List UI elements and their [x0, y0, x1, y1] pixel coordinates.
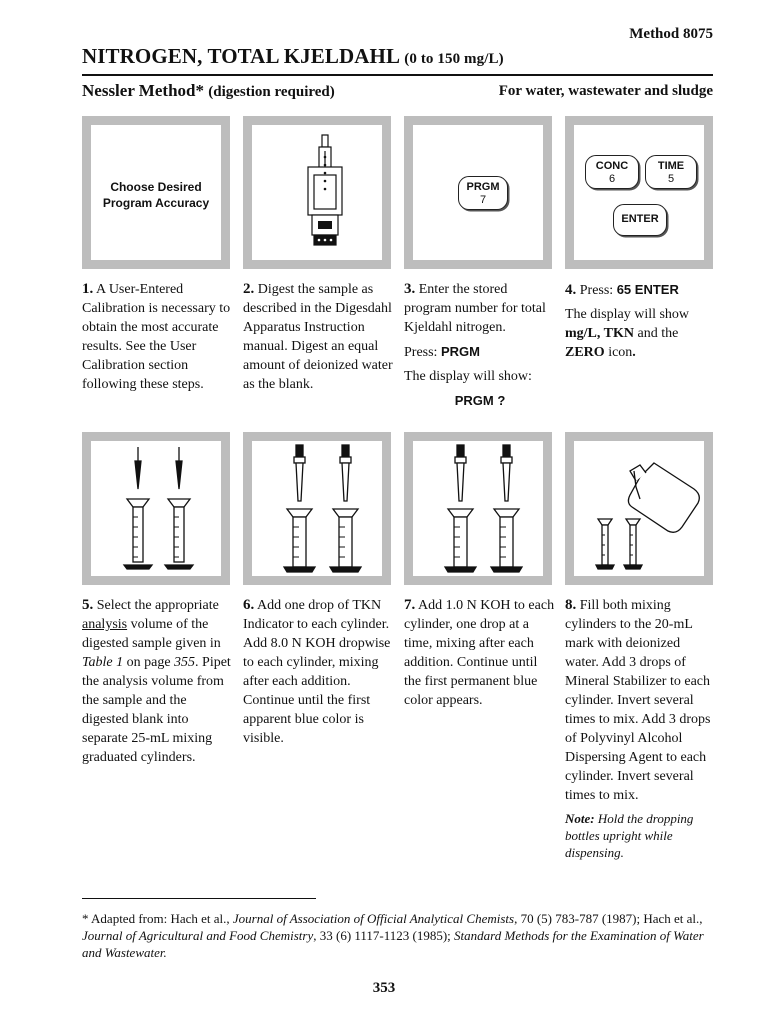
step-3 — [404, 280, 556, 410]
step-5-page-ref: 355 — [174, 655, 196, 670]
footnote-text-b: , 70 (5) 783-787 (1987); Hach et al., — [514, 911, 703, 926]
step-4 — [565, 280, 715, 367]
time-key-label: TIME — [657, 160, 685, 172]
step-5-text-b: volume of the digested sample given in — [82, 617, 221, 651]
footnote-rule — [82, 898, 316, 899]
step-4-number: 4. — [565, 282, 577, 298]
step-6-text: Add one drop of TKN Indicator to each cylinder. Add 8.0 N KOH dropwise to each cylinder, mixing after each addition. Continue until the first apparent blue color is visible. — [243, 598, 391, 746]
panel-step-1 — [82, 116, 230, 269]
step-6 — [243, 596, 395, 753]
panel-step-2 — [243, 116, 391, 269]
dropper-cylinders-icon — [252, 441, 382, 576]
footnote-text-a: * Adapted from: Hach et al., — [82, 911, 230, 926]
step-7-text: Add 1.0 N KOH to each cylinder, one drop at a time, mixing after each addition. Continue until the first permanent blue color appears. — [404, 598, 555, 708]
digesdahl-apparatus-icon — [252, 125, 382, 260]
step-3-text: Enter the stored program number for total Kjeldahl nitrogen. — [404, 282, 546, 335]
footnote-text-c: , 33 (6) 1117-1123 (1985); — [313, 928, 451, 943]
applies-to: For water, wastewater and sludge — [498, 83, 713, 99]
step-6-number: 6. — [243, 597, 255, 613]
footnote-journal-1: Journal of Association of Official Analytical Chemists — [232, 911, 515, 926]
step-5-table-ref: Table 1 — [82, 655, 124, 670]
subtitle-text: Nessler Method* — [82, 81, 204, 100]
method-number: Method 8075 — [629, 26, 713, 42]
step-4-text-b: and the — [637, 326, 679, 341]
panel-step-4 — [565, 116, 713, 269]
step-3-press-key: PRGM — [440, 344, 480, 359]
step-8-note — [565, 810, 715, 861]
step-5-text-a: Select the appropriate — [96, 598, 219, 613]
prompt-line-2: Program Accuracy — [102, 196, 210, 210]
step-2-text: Digest the sample as described in the Digesdahl Apparatus Instruction manual. Digest an equal amount of deionized water as the blank. — [243, 282, 393, 392]
panel-step-6 — [243, 432, 391, 585]
step-4-text-d: . — [632, 345, 636, 360]
step-4-text-c: icon — [608, 345, 633, 360]
header-rule — [82, 74, 713, 76]
step-2-number: 2. — [243, 281, 255, 297]
step-3-press-label: Press: — [404, 345, 438, 360]
footnote-journal-3: Standard Methods for the Examination of Water and Wastewater. — [82, 928, 704, 960]
step-4-press-label: Press: — [579, 283, 614, 298]
dropper-cylinders-icon — [413, 441, 543, 576]
conc-key-label: CONC — [595, 160, 629, 172]
step-4-bold-a: mg/L, TKN — [565, 326, 634, 341]
step-4-press-key: 65 ENTER — [616, 282, 679, 297]
step-4-text-a: The display will show — [565, 307, 690, 322]
step-8-text: Fill both mixing cylinders to the 20-mL mark with deionized water. Add 3 drops of Mineral Stabilizer to each cylinder. Invert several times to mix. Add 3 drops of Polyvinyl Alcohol Dispersing Agent to each cylinder. Invert several times to mix. — [565, 598, 711, 803]
conc-key-number: 6 — [608, 173, 616, 185]
step-1-number: 1. — [82, 281, 94, 297]
step-3-number: 3. — [404, 281, 416, 297]
program-accuracy-prompt — [91, 179, 221, 211]
step-3-display-text: The display will show: — [404, 369, 532, 384]
step-8-number: 8. — [565, 597, 577, 613]
step-8 — [565, 596, 715, 861]
wash-bottle-cylinders-icon — [574, 441, 704, 576]
panel-step-5 — [82, 432, 230, 585]
panel-step-3 — [404, 116, 552, 269]
note-text: Hold the dropping bottles upright while dispensing. — [565, 811, 694, 860]
panel-step-8 — [565, 432, 713, 585]
title-text: NITROGEN, TOTAL KJELDAHL — [82, 44, 399, 68]
step-5-text-d: . Pipet the analysis volume from the sample and the digested blank into separate 25-mL mixing graduated cylinders. — [82, 655, 231, 765]
step-5 — [82, 596, 234, 772]
step-5-underlined: analysis — [82, 617, 128, 632]
step-4-bold-b: ZERO — [565, 345, 605, 360]
pipette-cylinders-icon — [91, 441, 221, 576]
step-2 — [243, 280, 395, 399]
step-1 — [82, 280, 234, 399]
enter-key-label: ENTER — [621, 213, 659, 225]
prgm-key-number: 7 — [479, 194, 487, 206]
enter-key — [613, 204, 667, 236]
step-5-number: 5. — [82, 597, 94, 613]
step-3-display-value: PRGM ? — [454, 393, 506, 408]
title-range: (0 to 150 mg/L) — [404, 51, 504, 67]
footnote-journal-2: Journal of Agricultural and Food Chemistry — [82, 928, 314, 943]
page-number: 353 — [372, 980, 396, 996]
prgm-key — [458, 176, 508, 210]
step-7 — [404, 596, 556, 715]
time-key-number: 5 — [667, 173, 675, 185]
subtitle-note: (digestion required) — [208, 84, 335, 100]
prgm-key-label: PRGM — [466, 181, 500, 193]
time-key — [645, 155, 697, 189]
page-title — [82, 44, 504, 69]
prompt-line-1: Choose Desired — [110, 180, 202, 194]
step-7-number: 7. — [404, 597, 416, 613]
step-5-text-c: on page — [126, 655, 171, 670]
note-label: Note: — [565, 811, 595, 826]
step-1-text: A User-Entered Calibration is necessary to obtain the most accurate results. See the User Calibration section following these steps. — [82, 282, 231, 392]
conc-key — [585, 155, 639, 189]
footnote — [82, 910, 722, 961]
panel-step-7 — [404, 432, 552, 585]
method-subtitle — [82, 81, 335, 101]
